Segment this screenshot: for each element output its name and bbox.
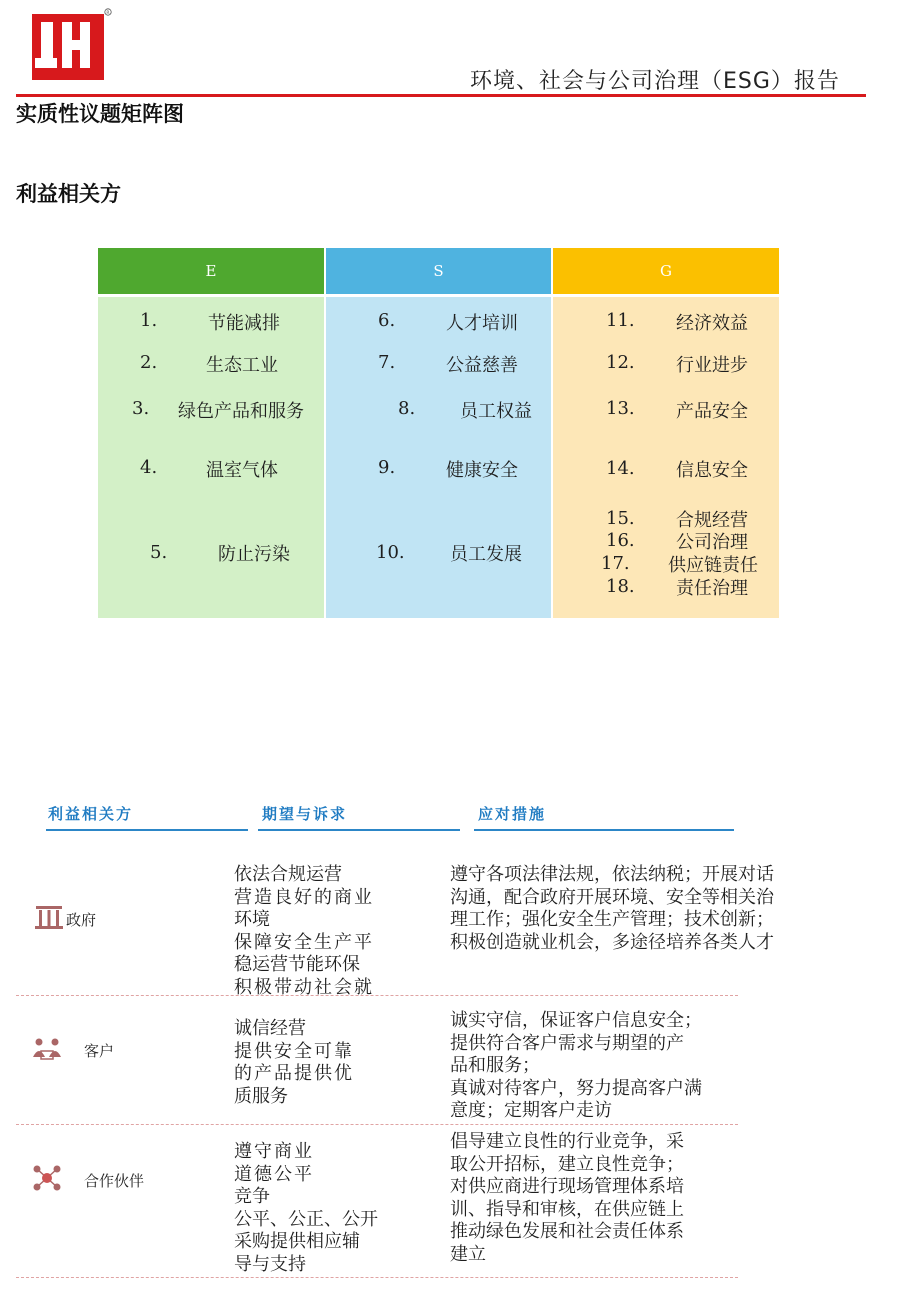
- s-item-number: 6.: [378, 310, 396, 331]
- table-header-stakeholder: 利益相关方: [48, 805, 134, 823]
- e-item-label: 温室气体: [206, 460, 278, 481]
- column-header-g: G: [553, 248, 779, 294]
- g-item-label: 信息安全: [676, 460, 748, 481]
- text-line: 依法合规运营: [234, 864, 342, 885]
- text-line: 积极创造就业机会，多途径培养各类人才: [450, 931, 774, 953]
- stakeholder-heading: 利益相关方: [16, 182, 121, 206]
- g-item-label: 经济效益: [676, 313, 748, 334]
- s-item-label: 人才培训: [446, 313, 518, 334]
- text-line: 提供符合客户需求与期望的产: [450, 1032, 684, 1054]
- text-line: 倡导建立良性的行业竞争，采: [450, 1131, 684, 1152]
- g-item-number: 12.: [606, 352, 635, 373]
- measures-cell: [450, 1131, 684, 1266]
- column-header-e: E: [98, 248, 324, 294]
- header-rule: [16, 94, 866, 97]
- e-item-label: 防止污染: [218, 544, 290, 565]
- g-item-number: 13.: [606, 398, 635, 419]
- text-line: 诚信经营: [234, 1018, 306, 1039]
- text-line: 品和服务；: [450, 1055, 540, 1076]
- stakeholder-name: 政府: [66, 911, 97, 929]
- table-header-measures: 应对措施: [478, 805, 547, 823]
- expectations-cell: [234, 1141, 378, 1276]
- s-item-number: 10.: [376, 542, 405, 563]
- s-item-number: 7.: [378, 352, 396, 373]
- matrix-heading: 实质性议题矩阵图: [16, 102, 184, 126]
- g-item-number: 16.: [606, 530, 635, 551]
- g-item-number: 17.: [601, 553, 630, 574]
- text-line: 建立: [450, 1243, 486, 1265]
- text-line: 的产品提供优: [234, 1063, 354, 1084]
- text-line: 理工作；强化安全生产管理；技术创新；: [450, 909, 774, 930]
- g-item-label: 公司治理: [676, 532, 748, 553]
- text-line: 公平、公正、公开: [234, 1208, 378, 1230]
- row-divider: [16, 995, 738, 996]
- e-item-number: 4.: [140, 457, 158, 478]
- e-item-number: 2.: [140, 352, 158, 373]
- stakeholder-name: 合作伙伴: [84, 1172, 145, 1190]
- text-line: 真诚对待客户，努力提高客户满: [450, 1077, 702, 1099]
- svg-text:R: R: [106, 10, 110, 16]
- s-item-label: 健康安全: [446, 460, 518, 481]
- g-item-number: 15.: [606, 508, 635, 529]
- column-header-s: S: [326, 248, 551, 294]
- text-line: 质服务: [234, 1085, 288, 1107]
- text-line: 训、指导和审核，在供应链上: [450, 1198, 684, 1220]
- text-line: 推动绿色发展和社会责任体系: [450, 1221, 684, 1242]
- text-line: 环境: [234, 909, 270, 930]
- g-item-number: 11.: [606, 310, 635, 331]
- government-icon: [34, 903, 64, 931]
- header-underline: [46, 829, 248, 831]
- stakeholder-name: 客户: [84, 1042, 115, 1060]
- text-line: 诚实守信，保证客户信息安全；: [450, 1010, 702, 1031]
- g-item-label: 供应链责任: [668, 555, 758, 576]
- s-item-label: 公益慈善: [446, 355, 518, 376]
- g-item-number: 18.: [606, 576, 635, 597]
- text-line: 沟通，配合政府开展环境、安全等相关治: [450, 886, 774, 908]
- row-divider: [16, 1277, 738, 1278]
- text-line: 采购提供相应辅: [234, 1231, 360, 1252]
- s-item-label: 员工发展: [450, 544, 522, 565]
- s-item-label: 员工权益: [460, 401, 532, 422]
- text-line: 保障安全生产平: [234, 931, 374, 953]
- text-line: 意度；定期客户走访: [450, 1100, 612, 1121]
- e-item-label: 节能减排: [208, 313, 280, 334]
- text-line: 竞争: [234, 1186, 270, 1207]
- text-line: 遵守各项法律法规，依法纳税；开展对话: [450, 864, 774, 885]
- measures-cell: [450, 1010, 702, 1123]
- text-line: 遵守商业: [234, 1141, 314, 1162]
- text-line: 提供安全可靠: [234, 1040, 354, 1062]
- header-underline: [474, 829, 734, 831]
- text-line: 积极带动社会就: [234, 976, 374, 998]
- report-title: 环境、社会与公司治理（ESG）报告: [470, 69, 840, 94]
- table-header-expectations: 期望与诉求: [262, 805, 348, 823]
- partner-network-icon: [32, 1164, 62, 1192]
- measures-cell: [450, 864, 774, 954]
- e-item-number: 3.: [132, 398, 150, 419]
- s-item-number: 8.: [398, 398, 416, 419]
- e-item-number: 1.: [140, 310, 158, 331]
- text-line: 取公开招标，建立良性竞争；: [450, 1153, 684, 1175]
- g-item-label: 合规经营: [676, 510, 748, 531]
- company-logo: [32, 8, 112, 83]
- g-item-label: 行业进步: [676, 355, 748, 376]
- e-item-label: 绿色产品和服务: [178, 401, 304, 422]
- text-line: 对供应商进行现场管理体系培: [450, 1176, 684, 1197]
- text-line: 营造良好的商业: [234, 886, 374, 908]
- g-item-label: 责任治理: [676, 578, 748, 599]
- e-item-label: 生态工业: [206, 355, 278, 376]
- customer-icon: [32, 1035, 62, 1063]
- text-line: 道德公平: [234, 1163, 314, 1185]
- g-item-number: 14.: [606, 458, 635, 479]
- text-line: 稳运营节能环保: [234, 954, 360, 975]
- s-item-number: 9.: [378, 457, 396, 478]
- expectations-cell: [234, 1018, 354, 1108]
- text-line: 导与支持: [234, 1253, 306, 1275]
- e-item-number: 5.: [150, 542, 168, 563]
- header-underline: [258, 829, 460, 831]
- row-divider: [16, 1124, 738, 1125]
- g-item-label: 产品安全: [676, 401, 748, 422]
- expectations-cell: [234, 864, 374, 999]
